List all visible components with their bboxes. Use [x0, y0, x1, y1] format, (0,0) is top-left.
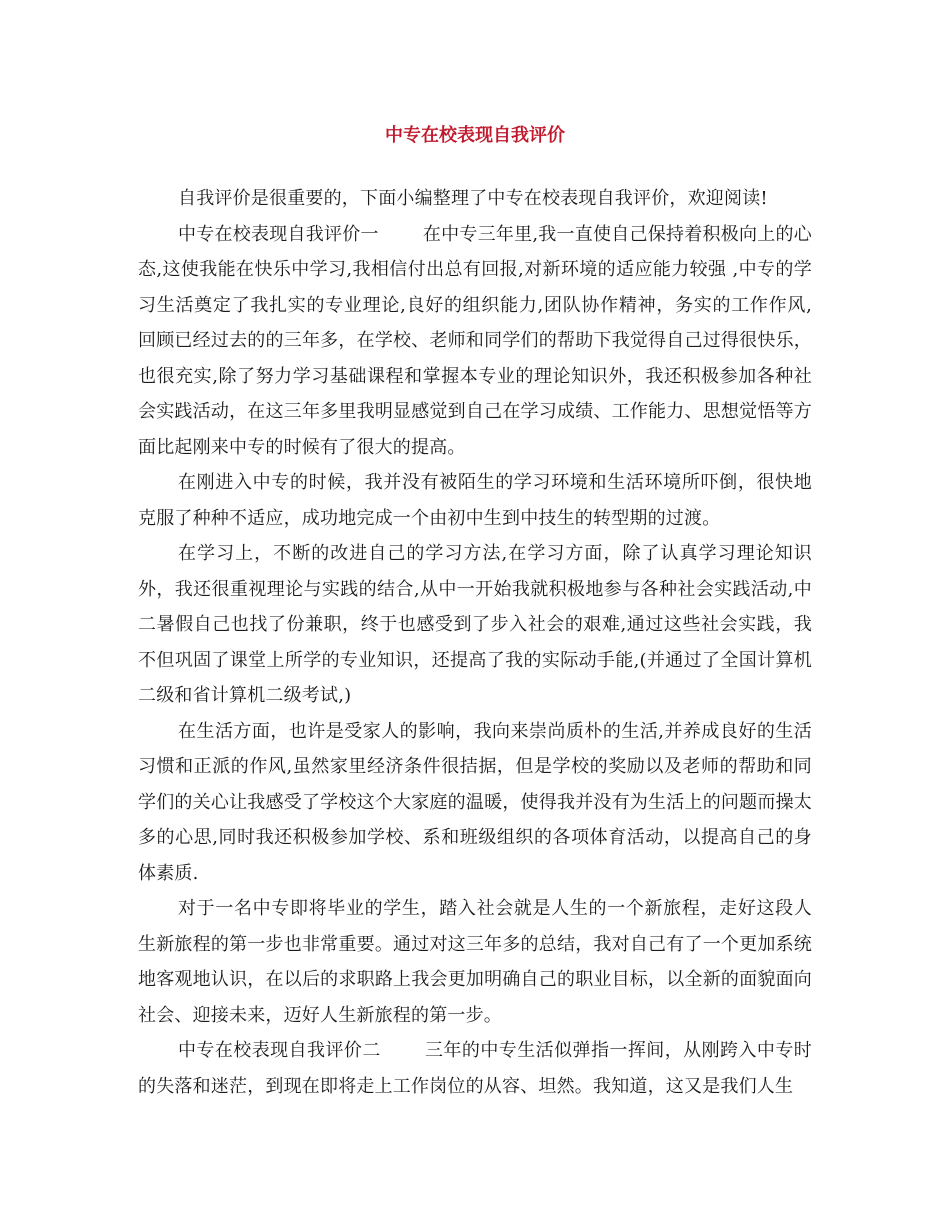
body-paragraph [138, 714, 812, 892]
paragraph-text: 对于一名中专即将毕业的学生，踏入社会就是人生的一个新旅程，走好这段人生新旅程的第一步也非常重要。通过对这三年多的总结，我对自己有了一个更加系统地客观地认识，在以后的求职路上我会更加明确自己的职业目标，以全新的面貌面向社会、迎接未来，迈好人生新旅程的第一步。 [138, 898, 812, 1026]
document-body [138, 181, 812, 1104]
body-paragraph [138, 465, 812, 536]
section-one-paragraph [138, 217, 812, 466]
paragraph-text: 在中专三年里,我一直使自己保持着积极向上的心态,这使我能在快乐中学习,我相信付出总有回报,对新环境的适应能力较强 ,中专的学习生活奠定了我扎实的专业理论,良好的组织能力,团队协作精神，务实的工作作风, 回顾已经过去的的三年多，在学校、老师和同学们的帮助下我觉得自己过得很快乐，也很充实,除了努力学习基础课程和掌握本专业的理论知识外，我还积极参加各种社会实践活动，在这三年多里我明显感觉到自己在学习成绩、工作能力、思想觉悟等方面比起刚来中专的时候有了很大的提高。 [138, 223, 812, 458]
section-heading: 中专在校表现自我评价一 [178, 223, 379, 245]
section-two-paragraph [138, 1033, 812, 1104]
body-paragraph [138, 891, 812, 1033]
paragraph-text: 在生活方面，也许是受家人的影响，我向来崇尚质朴的生活,并养成良好的生活习惯和正派的作风,虽然家里经济条件很拮据，但是学校的奖励以及老师的帮助和同学们的关心让我感受了学校这个大家庭的温暖，使得我并没有为生活上的问题而操太多的心思,同时我还积极参加学校、系和班级组织的各项体育活动，以提高自己的身体素质. [138, 720, 812, 884]
paragraph-text: 在刚进入中专的时候，我并没有被陌生的学习环境和生活环境所吓倒，很快地克服了种种不适应，成功地完成一个由初中生到中技生的转型期的过渡。 [138, 472, 812, 529]
intro-paragraph [138, 181, 812, 217]
paragraph-text: 自我评价是很重要的，下面小编整理了中专在校表现自我评价，欢迎阅读! [178, 188, 768, 209]
paragraph-text: 三年的中专生活似弹指一挥间，从刚跨入中专时的失落和迷茫，到现在即将走上工作岗位的从容、坦然。我知道，这又是我们人生 [138, 1040, 812, 1097]
body-paragraph [138, 536, 812, 714]
section-heading: 中专在校表现自我评价二 [178, 1040, 381, 1061]
paragraph-text: 在学习上，不断的改进自己的学习方法,在学习方面，除了认真学习理论知识外，我还很重视理论与实践的结合,从中一开始我就积极地参与各种社会实践活动,中二暑假自己也找了份兼职，终于也感受到了步入社会的艰难,通过这些社会实践，我不但巩固了课堂上所学的专业知识，还提高了我的实际动手能,(并通过了全国计算机二级和省计算机二级考试,) [138, 543, 812, 706]
document-title: 中专在校表现自我评价 [385, 125, 565, 146]
